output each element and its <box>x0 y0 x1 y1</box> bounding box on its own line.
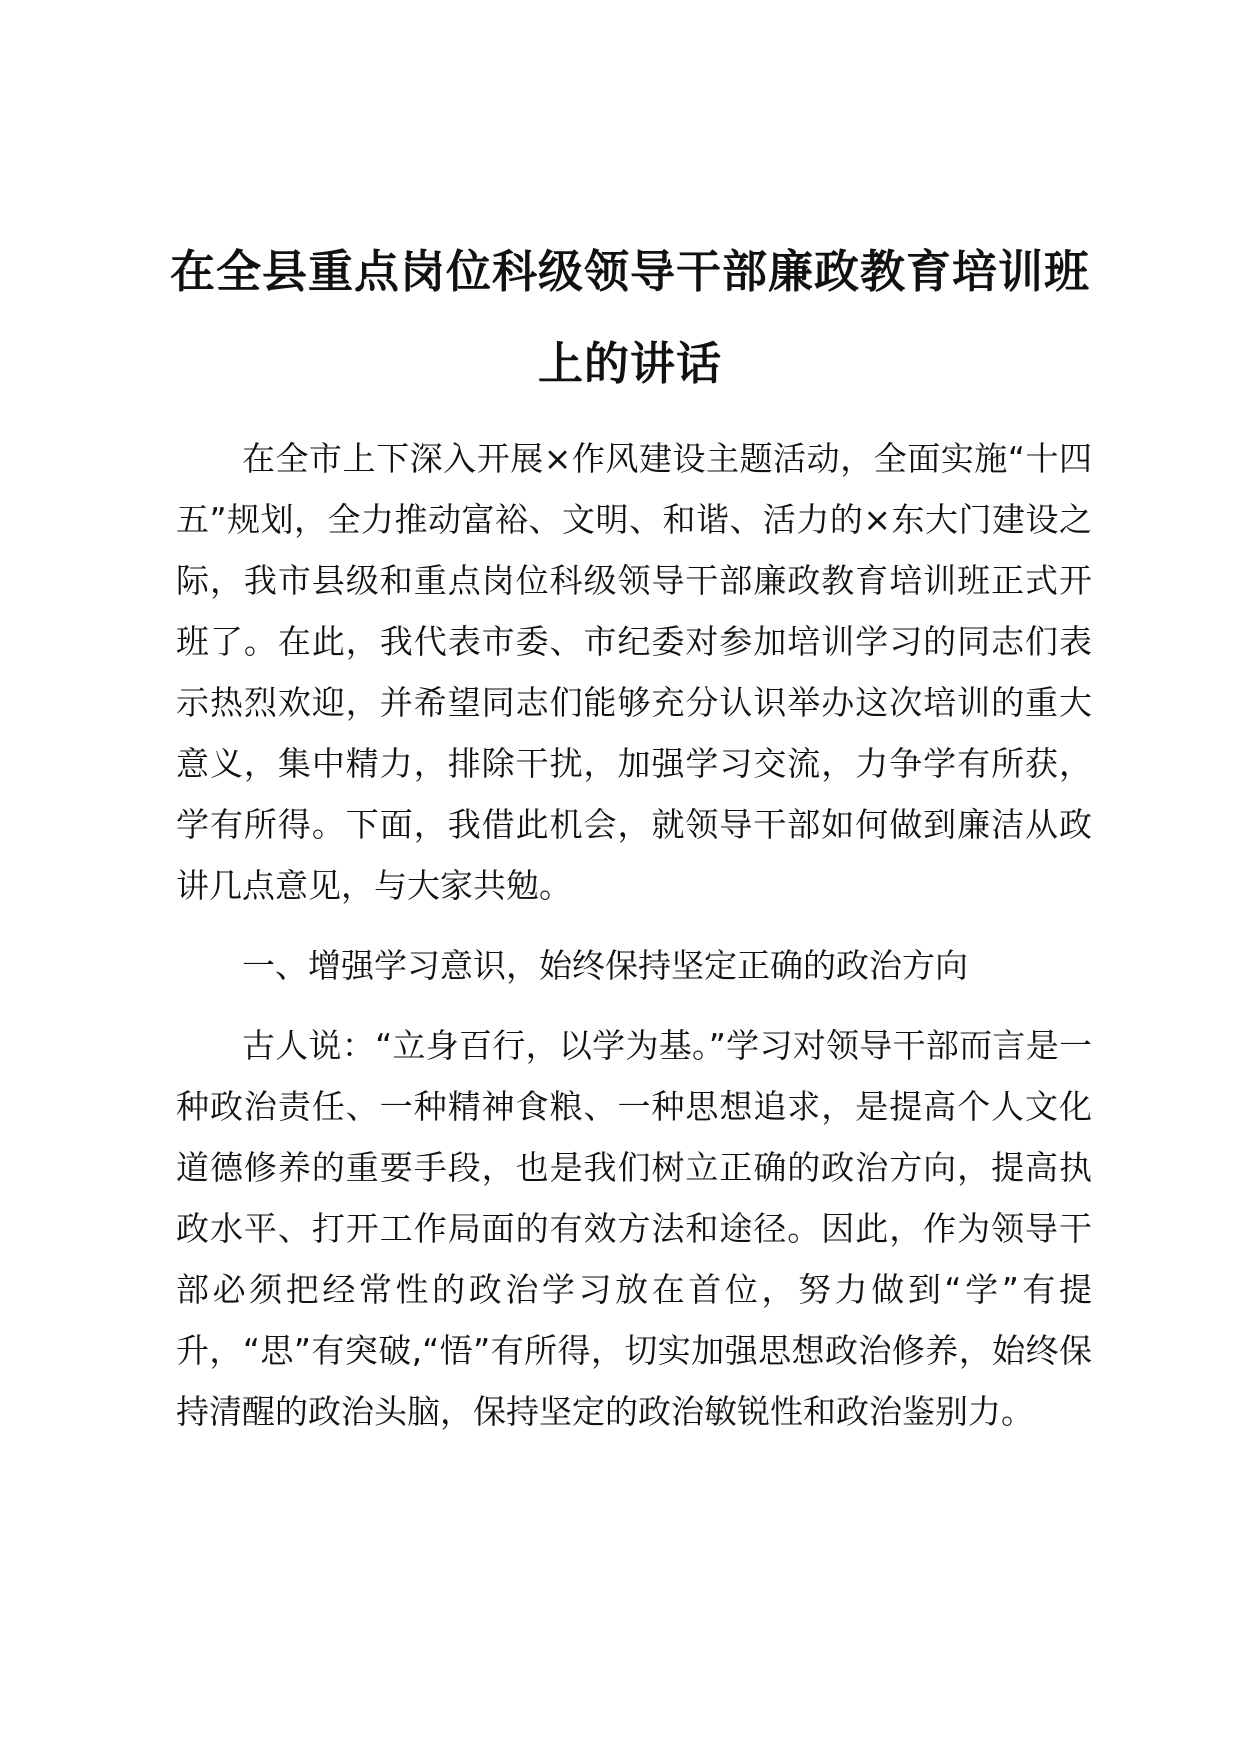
document-title: 在全县重点岗位科级领导干部廉政教育培训班上的讲话 <box>170 245 1091 390</box>
section-1-paragraph: 古人说：“立身百行，以学为基。”学习对领导干部而言是一种政治责任、一种精神食粮、一种思想追求，是提高个人文化道德修养的重要手段，也是我们树立正确的政治方向，提高执政水平、打开工作局面的有效方法和途径。因此，作为领导干部必须把经常性的政治学习放在首位，努力做到“学”有提升，“思”有突破,“悟”有所得，切实加强思想政治修养，始终保持清醒的政治头脑，保持坚定的政治敏锐性和政治鉴别力。 <box>176 1026 1092 1431</box>
document-body <box>176 428 1092 1461</box>
section-heading-1: 一、增强学习意识，始终保持坚定正确的政治方向 <box>242 946 968 985</box>
intro-paragraph: 在全市上下深入开展×作风建设主题活动，全面实施“十四五”规划，全力推动富裕、文明、和谐、活力的×东大门建设之际，我市县级和重点岗位科级领导干部廉政教育培训班正式开班了。在此，我代表市委、市纪委对参加培训学习的同志们表示热烈欢迎，并希望同志们能够充分认识举办这次培训的重大意义，集中精力，排除干扰，加强学习交流，力争学有所获，学有所得。下面，我借此机会，就领导干部如何做到廉洁从政讲几点意见，与大家共勉。 <box>176 439 1092 905</box>
